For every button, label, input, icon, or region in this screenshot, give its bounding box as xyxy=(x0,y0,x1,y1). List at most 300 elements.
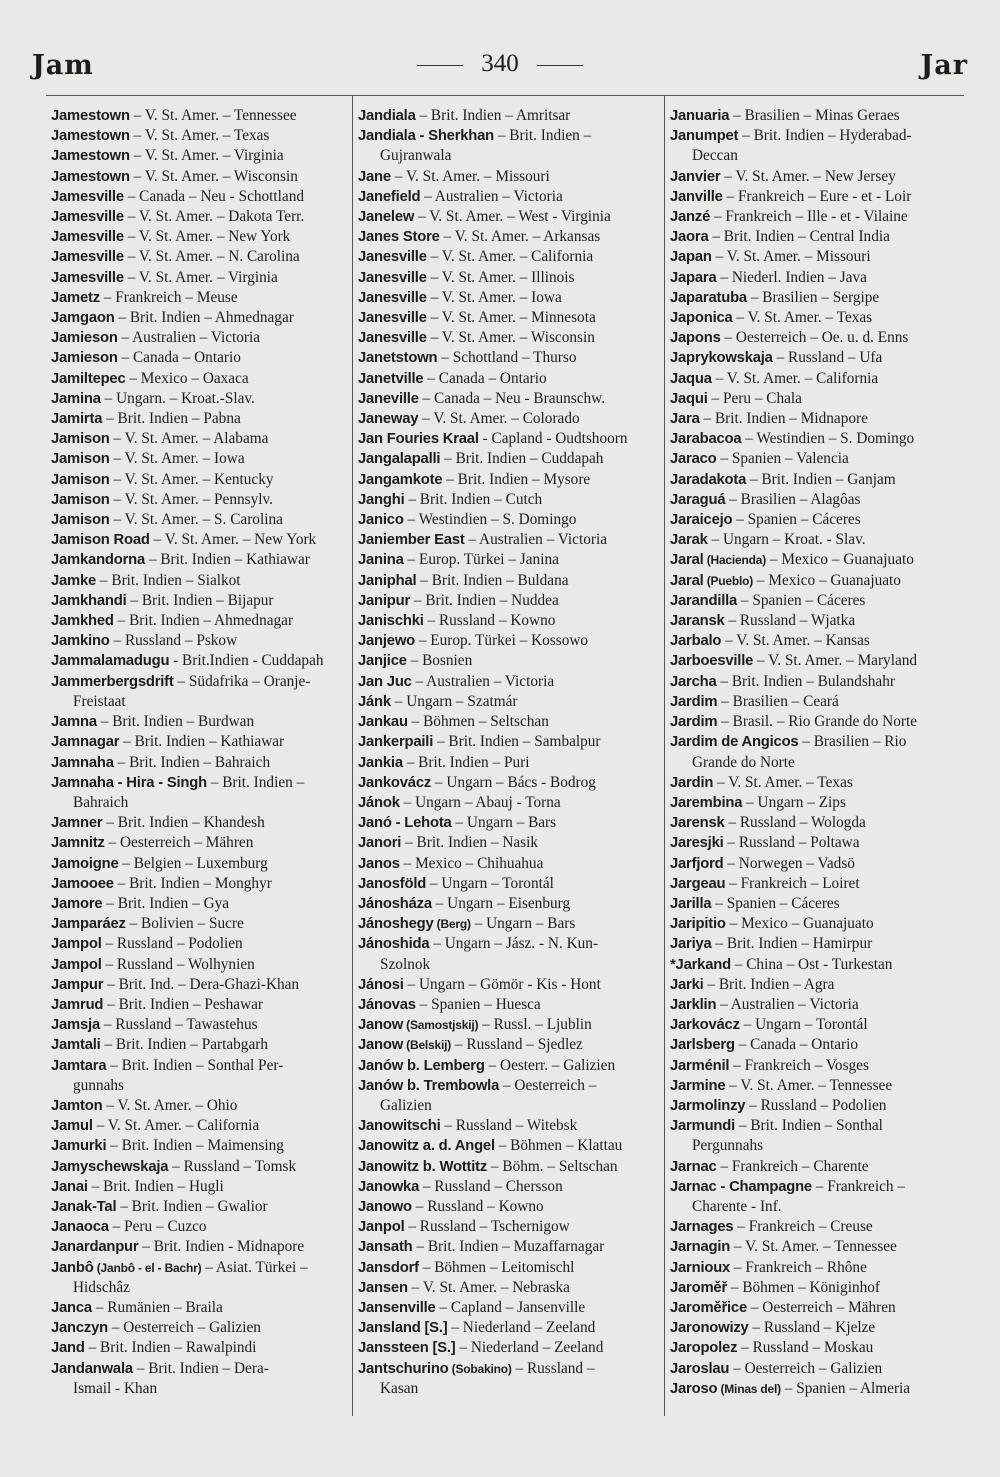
place-location: – Oesterreich – Mähren xyxy=(746,1298,896,1316)
place-name: Jara xyxy=(670,411,700,428)
place-location: – Russland – Sjedlez xyxy=(451,1036,583,1054)
gazetteer-entry xyxy=(358,328,660,348)
place-name: Jarabacoa xyxy=(670,431,742,448)
place-name: Jaroměř xyxy=(670,1279,728,1296)
place-name: Jarak xyxy=(670,532,708,549)
gazetteer-entry xyxy=(51,550,348,570)
place-location: – Brit. Indien – Khandesh xyxy=(102,814,265,832)
place-location: Freistaat xyxy=(73,692,126,710)
place-location: – Brit. Indien – Cuddapah xyxy=(440,450,604,468)
gazetteer-entry xyxy=(670,1217,968,1237)
gazetteer-entry xyxy=(670,247,968,267)
place-location: – Brit. Indien – Maimensing xyxy=(106,1137,284,1155)
place-qualifier: (Berg) xyxy=(433,917,471,932)
place-name: Jamison xyxy=(51,512,110,529)
place-location: – Ungarn – Jász. - N. Kun- xyxy=(429,935,599,953)
place-name: Jamirta xyxy=(51,411,103,428)
gazetteer-entry xyxy=(51,288,348,308)
gazetteer-entry xyxy=(670,328,968,348)
place-location: – Schottland – Thurso xyxy=(437,349,577,367)
place-name: Jarlsberg xyxy=(670,1037,735,1054)
place-name: Janow xyxy=(358,1017,404,1034)
place-name: Jamurki xyxy=(51,1138,107,1155)
gazetteer-entry xyxy=(51,651,348,671)
place-name: Jaraco xyxy=(670,451,717,468)
gazetteer-entry xyxy=(51,1318,348,1338)
gazetteer-entry xyxy=(670,571,968,591)
place-location: – V. St. Amer. – S. Carolina xyxy=(109,511,283,529)
place-name: Jankia xyxy=(358,754,403,771)
gazetteer-entry xyxy=(358,1157,660,1177)
place-name: Jammalamadugu xyxy=(51,653,170,670)
place-location: Hidschâz xyxy=(73,1278,130,1296)
place-location: – Russland – xyxy=(511,1359,595,1377)
gazetteer-entry xyxy=(51,995,348,1015)
place-qualifier: (Pueblo) xyxy=(703,573,754,588)
place-name: Janiphal xyxy=(358,572,417,589)
place-name: Janeville xyxy=(358,390,419,407)
place-name: Janów b. Lemberg xyxy=(358,1057,485,1074)
place-location: Ismail - Khan xyxy=(73,1379,158,1397)
place-name: Jansath xyxy=(358,1239,413,1256)
gazetteer-entry xyxy=(670,308,968,328)
place-name: Jand xyxy=(51,1340,85,1357)
place-name: Jan Juc xyxy=(358,673,412,690)
place-location: – Frankreich – Ille - et - Vilaine xyxy=(710,208,908,226)
place-location: – Böhm. – Seltschan xyxy=(487,1157,618,1175)
place-name: Jánoshida xyxy=(358,936,430,953)
gazetteer-entry xyxy=(51,1056,348,1076)
place-name: Jamton xyxy=(51,1097,103,1114)
place-location: – Russland – Wolhynien xyxy=(101,955,255,973)
place-name: Jamestown xyxy=(51,148,130,165)
place-location: – Bolivien – Sucre xyxy=(125,915,244,933)
place-location: – Brit. Indien – Agra xyxy=(703,975,835,993)
gazetteer-entry xyxy=(358,813,660,833)
place-location: – Norwegen – Vadsö xyxy=(723,854,855,872)
place-name: Janow xyxy=(358,1037,404,1054)
place-name: Janowka xyxy=(358,1178,420,1195)
gazetteer-entry xyxy=(358,369,660,389)
place-location: – Brit. Indien – Peshawar xyxy=(103,995,264,1013)
place-location: – Brit. Indien - Midnapore xyxy=(138,1238,305,1256)
place-location: – China – Ost - Turkestan xyxy=(730,955,893,973)
place-location: – Brasilien – Rio xyxy=(798,733,907,751)
entry-continuation xyxy=(51,1379,348,1399)
entry-continuation xyxy=(670,753,968,773)
place-location: – V. St. Amer. – New York xyxy=(149,531,317,549)
gazetteer-entry xyxy=(51,1177,348,1197)
gazetteer-entry xyxy=(51,1237,348,1257)
place-location: – Ungarn – Szatmár xyxy=(390,692,518,710)
place-name: Jarcha xyxy=(670,673,717,690)
place-location: – Russl. – Ljublin xyxy=(478,1016,592,1034)
gazetteer-entry xyxy=(670,449,968,469)
place-location: – Frankreich – Eure - et - Loir xyxy=(722,187,912,205)
place-location: – Brasilien – Ceará xyxy=(717,692,839,710)
place-location: – Brit. Indien – Muzaffarnagar xyxy=(412,1238,605,1256)
gazetteer-entry xyxy=(51,955,348,975)
place-location: – Russland – Kowno xyxy=(423,612,556,630)
place-location: – Brit. Indien – xyxy=(206,773,305,791)
place-qualifier: (Janbô - el - Bachr) xyxy=(93,1260,202,1275)
gazetteer-entry xyxy=(51,1157,348,1177)
place-name: Jangalapalli xyxy=(358,451,441,468)
place-name: Jampol xyxy=(51,936,102,953)
gazetteer-entry xyxy=(358,793,660,813)
gazetteer-entry xyxy=(670,934,968,954)
place-location: – V. St. Amer. – Missouri xyxy=(390,167,550,185)
place-name: Jamyschewskaja xyxy=(51,1158,169,1175)
gazetteer-entry xyxy=(51,1338,348,1358)
gazetteer-entry xyxy=(358,995,660,1015)
place-location: – Peru – Cuzco xyxy=(108,1218,207,1236)
place-name: Jarboesville xyxy=(670,653,754,670)
place-name: Janai xyxy=(51,1178,88,1195)
place-location: – Brit. Indien – Bahraich xyxy=(113,753,271,771)
gazetteer-entry xyxy=(358,1136,660,1156)
place-name: Jarembina xyxy=(670,794,743,811)
place-location: – Brit. Indien – Burdwan xyxy=(96,713,255,731)
header-left-catchword: Jam xyxy=(32,50,94,81)
gazetteer-entry xyxy=(358,1217,660,1237)
place-name: Jamesville xyxy=(51,269,124,286)
place-name: Janumpet xyxy=(670,128,739,145)
place-qualifier: (Minas del) xyxy=(717,1381,781,1396)
gazetteer-entry xyxy=(51,712,348,732)
gazetteer-entry xyxy=(670,1338,968,1358)
page-number: 340 xyxy=(481,50,519,77)
place-name: Jamkino xyxy=(51,633,110,650)
place-name: Janssteen [S.] xyxy=(358,1340,456,1357)
place-location: – Spanien – Valencia xyxy=(716,450,849,468)
place-name: Jaraguá xyxy=(670,491,726,508)
place-name: Jamna xyxy=(51,714,97,731)
place-location: – Frankreich – xyxy=(811,1177,905,1195)
place-location: – V. St. Amer. – Wisconsin xyxy=(426,329,595,347)
place-location: – Böhmen – Klattau xyxy=(494,1137,623,1155)
gazetteer-entry xyxy=(670,874,968,894)
place-location: – Ungarn – Abauj - Torna xyxy=(399,793,561,811)
gazetteer-entry xyxy=(51,1015,348,1035)
place-location: – V. St. Amer. – N. Carolina xyxy=(123,248,300,266)
place-name: Jamnaha xyxy=(51,754,114,771)
gazetteer-entry xyxy=(51,490,348,510)
place-location: – Frankreich – Vosges xyxy=(729,1056,869,1074)
place-location: – Brit. Indien – Sonthal xyxy=(735,1117,883,1135)
place-location: – Brasil. – Rio Grande do Norte xyxy=(717,713,918,731)
column-2 xyxy=(358,106,660,1399)
gazetteer-entry xyxy=(358,389,660,409)
place-location: Pergunnahs xyxy=(692,1137,764,1155)
place-name: Jamooee xyxy=(51,875,114,892)
place-location: – Brit. Indien – Hamirpur xyxy=(711,935,873,953)
place-location: – V. St. Amer. – Texas xyxy=(732,309,873,327)
place-name: Janczyn xyxy=(51,1320,108,1337)
gazetteer-entry xyxy=(670,833,968,853)
place-name: Jaroslau xyxy=(670,1360,730,1377)
gazetteer-entry xyxy=(670,490,968,510)
place-location: – Belgien – Luxemburg xyxy=(118,854,268,872)
gazetteer-entry xyxy=(51,914,348,934)
place-name: Jamieson xyxy=(51,330,118,347)
place-location: Grande do Norte xyxy=(692,753,795,771)
place-location: – Mexico – Guanajuato xyxy=(725,915,874,933)
place-name: Jankerpaili xyxy=(358,734,434,751)
place-location: – Brasilien – Sergipe xyxy=(746,288,880,306)
place-name: Jaraicejo xyxy=(670,512,733,529)
place-location: – Canada – Ontario xyxy=(117,349,241,367)
gazetteer-entry xyxy=(358,106,660,126)
place-location: Kasan xyxy=(380,1379,419,1397)
place-location: – Böhmen – Seltschan xyxy=(407,713,549,731)
gazetteer-entry xyxy=(358,1076,660,1096)
place-location: – Australien – Victoria xyxy=(117,329,261,347)
place-location: – Russland – Kowno xyxy=(411,1197,544,1215)
gazetteer-entry xyxy=(358,288,660,308)
place-name: Januaria xyxy=(670,108,730,124)
gazetteer-entry xyxy=(358,611,660,631)
place-name: Janina xyxy=(358,552,404,569)
place-location: – Australien – Victoria xyxy=(716,995,859,1013)
gazetteer-entry xyxy=(670,1056,968,1076)
place-name: Jamkandorna xyxy=(51,552,146,569)
place-name: Janowitschi xyxy=(358,1118,441,1135)
gazetteer-entry xyxy=(358,126,660,146)
place-location: – Brit. Indien – Buldana xyxy=(416,571,569,589)
place-name: Jarmine xyxy=(670,1077,726,1094)
place-location: – Brit. Indien – Amritsar xyxy=(415,107,571,124)
gazetteer-entry xyxy=(51,308,348,328)
gazetteer-entry xyxy=(358,1177,660,1197)
place-name: Janeway xyxy=(358,411,419,428)
gazetteer-entry xyxy=(358,449,660,469)
gazetteer-entry xyxy=(670,1318,968,1338)
place-name: Janiember East xyxy=(358,532,465,549)
gazetteer-entry xyxy=(358,874,660,894)
place-location: – Russland – Pskow xyxy=(109,632,238,650)
place-name: Jamiltepec xyxy=(51,370,126,387)
place-location: – V. St. Amer. – Kentucky xyxy=(109,470,274,488)
place-name: Jánosháza xyxy=(358,895,432,912)
gazetteer-entry xyxy=(358,308,660,328)
place-name: Jandanwala xyxy=(51,1360,133,1377)
place-location: – Russland – Podolien xyxy=(745,1096,887,1114)
gazetteer-entry xyxy=(358,470,660,490)
gazetteer-entry xyxy=(358,1056,660,1076)
place-location: – Brit. Indien – Sialkot xyxy=(96,571,241,589)
place-location: – V. St. Amer. – California xyxy=(92,1117,260,1135)
column-3 xyxy=(670,106,968,1399)
gazetteer-entry xyxy=(51,1136,348,1156)
place-name: Jardim xyxy=(670,693,718,710)
gazetteer-entry xyxy=(51,449,348,469)
gazetteer-entry xyxy=(51,429,348,449)
gazetteer-entry xyxy=(51,874,348,894)
place-qualifier: (Hacienda) xyxy=(703,553,767,568)
place-name: Jane xyxy=(358,168,391,185)
entry-continuation xyxy=(670,1136,968,1156)
place-name: Jardim de Angicos xyxy=(670,734,799,751)
place-name: Janjewo xyxy=(358,633,415,650)
place-name: Jaradakota xyxy=(670,471,747,488)
place-name: Jarandilla xyxy=(670,592,738,609)
place-location: – V. St. Amer. – Ohio xyxy=(102,1096,238,1114)
place-name: Janzé xyxy=(670,209,711,226)
place-location: – Oesterreich – Oe. u. d. Enns xyxy=(720,329,909,347)
gazetteer-entry xyxy=(670,1096,968,1116)
place-name: Jaresjki xyxy=(670,835,724,852)
place-name: Janbô xyxy=(51,1259,94,1276)
place-location: Deccan xyxy=(692,147,738,165)
gazetteer-entry xyxy=(51,631,348,651)
gazetteer-entry xyxy=(358,672,660,692)
place-location: – Südafrika – Oranje- xyxy=(173,672,311,690)
gazetteer-entry xyxy=(51,1217,348,1237)
gazetteer-entry xyxy=(358,1237,660,1257)
place-name: Jansen xyxy=(358,1279,408,1296)
gazetteer-entry xyxy=(670,773,968,793)
place-location: – Brit. Indien – Cutch xyxy=(404,490,543,508)
place-location: – Brit. Indien – Hyderabad- xyxy=(738,127,912,145)
gazetteer-entry xyxy=(670,207,968,227)
gazetteer-entry xyxy=(358,833,660,853)
gazetteer-entry xyxy=(51,187,348,207)
place-location: – V. St. Amer. – New Jersey xyxy=(720,167,896,185)
place-location: – Ungarn – Kroat. - Slav. xyxy=(707,531,866,549)
place-location: – Europ. Türkei – Janina xyxy=(403,551,559,569)
place-name: Jampol xyxy=(51,956,102,973)
place-name: Jarkovácz xyxy=(670,1017,740,1034)
place-location: – Oesterr. – Galizien xyxy=(484,1056,616,1074)
place-name: Janville xyxy=(670,188,723,205)
place-name: Janico xyxy=(358,512,404,529)
gazetteer-entry xyxy=(51,1197,348,1217)
place-name: Jamestown xyxy=(51,108,130,124)
place-name: Jánovas xyxy=(358,996,416,1013)
place-location: – Ungarn – Gömör - Kis - Hont xyxy=(403,975,601,993)
gazetteer-entry xyxy=(670,1278,968,1298)
place-location: – V. St. Amer. – Tennessee xyxy=(725,1076,893,1094)
place-location: – V. St. Amer. – Texas xyxy=(713,773,853,791)
place-name: Jamison xyxy=(51,451,110,468)
place-location: – Spanien – Cáceres xyxy=(732,511,861,529)
gazetteer-entry xyxy=(670,1298,968,1318)
place-name: Jamsja xyxy=(51,1017,100,1034)
place-location: – Russland – Kjelze xyxy=(748,1319,876,1337)
gazetteer-entry xyxy=(51,854,348,874)
place-name: Janak-Tal xyxy=(51,1198,117,1215)
place-name: Jaripitio xyxy=(670,916,726,933)
gazetteer-entry xyxy=(670,389,968,409)
entry-continuation xyxy=(51,1076,348,1096)
gazetteer-entry xyxy=(51,247,348,267)
place-location: – Brit. Indien – Midnapore xyxy=(699,410,868,428)
gazetteer-entry xyxy=(358,753,660,773)
place-location: – V. St. Amer. – California xyxy=(426,248,594,266)
place-name: Jamesville xyxy=(51,229,124,246)
entry-continuation xyxy=(51,692,348,712)
entry-continuation xyxy=(670,146,968,166)
gazetteer-entry xyxy=(358,975,660,995)
place-location: – Brit. Indien – Nasik xyxy=(401,834,539,852)
gazetteer-entry xyxy=(51,530,348,550)
place-qualifier: (Sobakino) xyxy=(448,1361,512,1376)
place-name: Jansdorf xyxy=(358,1259,419,1276)
gazetteer-entry xyxy=(670,732,968,752)
place-location: Charente - Inf. xyxy=(692,1197,782,1215)
gazetteer-entry xyxy=(51,611,348,631)
gazetteer-entry xyxy=(670,530,968,550)
place-location: – Brit. Indien – Ahmednagar xyxy=(114,309,294,327)
place-name: Jankovácz xyxy=(358,774,432,791)
place-name: Janowo xyxy=(358,1198,412,1215)
gazetteer-entry xyxy=(358,1359,660,1379)
place-name: Jandiala - Sherkhan xyxy=(358,128,494,145)
gazetteer-entry xyxy=(51,409,348,429)
gazetteer-entry xyxy=(51,348,348,368)
place-location: – Ungarn – Torontál xyxy=(426,874,554,892)
place-name: Jarensk xyxy=(670,815,725,832)
place-location: – Frankreich – Loiret xyxy=(725,874,860,892)
place-name: Japara xyxy=(670,269,717,286)
place-location: – V. St. Amer. – Nebraska xyxy=(407,1278,570,1296)
place-name: Janowitz a. d. Angel xyxy=(358,1138,495,1155)
place-name: Jangamkote xyxy=(358,471,443,488)
place-name: Jarmundi xyxy=(670,1118,736,1135)
place-name: Jamnagar xyxy=(51,734,120,751)
place-name: Jamrud xyxy=(51,996,104,1013)
place-name: Jaransk xyxy=(670,613,725,630)
gazetteer-entry xyxy=(358,490,660,510)
place-location: – V. St. Amer. – Colorado xyxy=(418,410,580,428)
gazetteer-entry xyxy=(358,1015,660,1035)
place-location: – V. St. Amer. – Iowa xyxy=(109,450,245,468)
place-location: – Frankreich – Rhône xyxy=(730,1258,867,1276)
place-location: – Frankreich – Meuse xyxy=(99,288,238,306)
place-location: – Peru – Chala xyxy=(707,389,802,407)
place-location: – Oesterreich – Galizien xyxy=(108,1319,261,1337)
entry-continuation xyxy=(358,1379,660,1399)
place-name: Jaroso xyxy=(670,1380,718,1397)
place-name: Jamina xyxy=(51,390,101,407)
place-location: – Westindien – S. Domingo xyxy=(741,430,915,448)
place-name: Janes Store xyxy=(358,229,440,246)
gazetteer-entry xyxy=(51,934,348,954)
place-name: Jariya xyxy=(670,936,712,953)
place-location: – Russland – Wjatka xyxy=(724,612,856,630)
gazetteer-entry xyxy=(358,1298,660,1318)
place-name: Janosföld xyxy=(358,875,427,892)
gazetteer-entry xyxy=(670,995,968,1015)
place-name: Jaral xyxy=(670,552,704,569)
place-location: – Oesterreich – Galizien xyxy=(729,1359,883,1377)
place-location: – V. St. Amer. – California xyxy=(711,369,879,387)
place-name: Jamison xyxy=(51,431,110,448)
place-location: – Westindien – S. Domingo xyxy=(403,511,577,529)
place-name: Janów b. Trembowla xyxy=(358,1077,500,1094)
gazetteer-entry xyxy=(670,1035,968,1055)
place-location: – V. St. Amer. – Illinois xyxy=(426,268,575,286)
column-1 xyxy=(51,106,348,1399)
entry-continuation xyxy=(358,146,660,166)
place-name: Janetville xyxy=(358,370,424,387)
gazetteer-entry xyxy=(670,955,968,975)
place-location: – V. St. Amer. – Tennessee xyxy=(129,107,297,124)
place-name: Janesville xyxy=(358,289,427,306)
gazetteer-entry xyxy=(670,1237,968,1257)
place-name: Jamestown xyxy=(51,128,130,145)
